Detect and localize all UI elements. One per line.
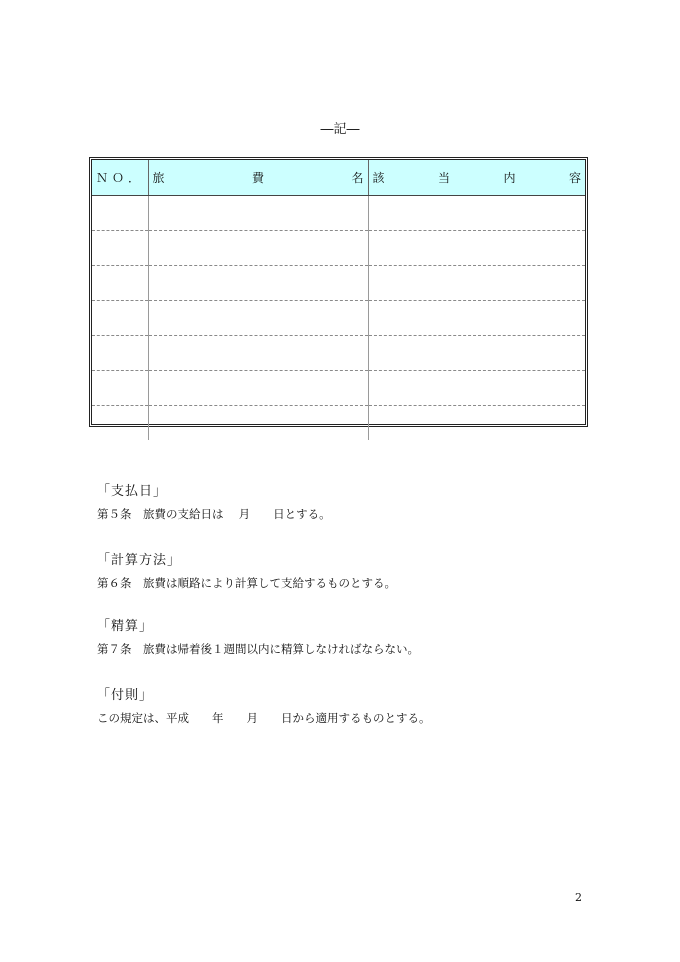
header-fee-name-char: 名 (351, 171, 364, 185)
table-cell[interactable] (148, 301, 368, 336)
header-number (92, 160, 148, 196)
section-body: 第５条 旅費の支給日は 月 日とする。 (97, 507, 331, 521)
table-cell[interactable] (92, 231, 148, 266)
table-cell[interactable] (148, 266, 368, 301)
section-title: 「支払日」 (97, 484, 168, 499)
table-header-row (92, 160, 585, 196)
header-content-char: 当 (437, 171, 450, 185)
header-number-char: Ｎ (96, 171, 109, 185)
section-title: 「精算」 (97, 619, 154, 634)
header-content (368, 160, 585, 196)
header-number-char: ． (127, 171, 140, 185)
table-cell[interactable] (92, 336, 148, 371)
section-settlement (97, 615, 419, 657)
table-cell[interactable] (92, 301, 148, 336)
table-cell[interactable] (368, 336, 585, 371)
table-cell[interactable] (148, 231, 368, 266)
section-calculation-method (97, 549, 396, 591)
fee-table (92, 160, 585, 440)
fee-table-frame (89, 157, 588, 427)
document-heading: ―記― (320, 122, 360, 137)
table-cell[interactable] (148, 406, 368, 441)
table-row (92, 231, 585, 266)
section-body: 第７条 旅費は帰着後１週間以内に精算しなければならない。 (97, 642, 419, 656)
table-row (92, 336, 585, 371)
header-fee-name-char: 旅 (152, 171, 165, 185)
table-cell[interactable] (368, 406, 585, 441)
table-cell[interactable] (148, 371, 368, 406)
table-cell[interactable] (368, 371, 585, 406)
header-number-char: Ｏ (111, 171, 124, 185)
table-cell[interactable] (368, 196, 585, 231)
table-row (92, 196, 585, 231)
header-fee-name (148, 160, 368, 196)
table-row (92, 371, 585, 406)
table-cell[interactable] (92, 371, 148, 406)
header-content-char: 内 (503, 171, 516, 185)
table-cell[interactable] (148, 196, 368, 231)
section-body: 第６条 旅費は順路により計算して支給するものとする。 (97, 576, 396, 590)
table-row (92, 266, 585, 301)
section-payment-date (97, 480, 331, 522)
section-body: この規定は、平成 年 月 日から適用するものとする。 (97, 711, 431, 725)
section-title: 「計算方法」 (97, 553, 182, 568)
section-supplementary-provisions (97, 684, 431, 726)
section-title: 「付則」 (97, 688, 154, 703)
table-cell[interactable] (92, 266, 148, 301)
table-cell[interactable] (368, 231, 585, 266)
table-row (92, 301, 585, 336)
table-row (92, 406, 585, 441)
page-number: 2 (575, 891, 582, 904)
table-cell[interactable] (148, 336, 368, 371)
table-cell[interactable] (368, 301, 585, 336)
header-content-char: 該 (372, 171, 385, 185)
table-cell[interactable] (92, 196, 148, 231)
table-cell[interactable] (92, 406, 148, 441)
table-cell[interactable] (368, 266, 585, 301)
header-content-char: 容 (568, 171, 581, 185)
header-fee-name-char: 費 (251, 171, 264, 185)
